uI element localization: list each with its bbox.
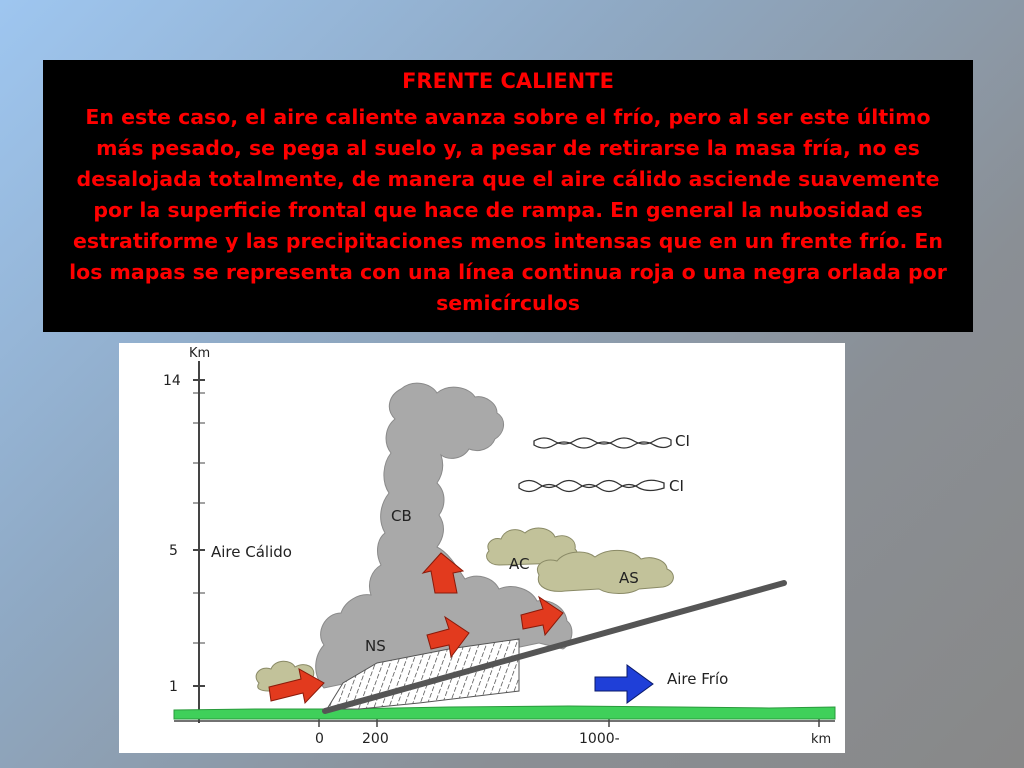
slide-title: FRENTE CALIENTE (402, 69, 614, 93)
as-label: AS (619, 569, 639, 587)
cb-label: CB (391, 507, 412, 525)
warm-air-label: Aire Cálido (211, 543, 292, 561)
y-axis-unit: Km (189, 346, 211, 361)
ci-lower-label: CI (669, 477, 684, 495)
x-tick-label-200: 200 (362, 731, 389, 747)
ci-upper-label: CI (675, 432, 690, 450)
diagram-svg (119, 343, 845, 753)
y-tick-label-5: 5 (169, 543, 178, 559)
ground-strip (174, 706, 835, 719)
cold-air-arrow (595, 665, 653, 703)
ac-label: AC (509, 555, 530, 573)
slide-body: En este caso, el aire caliente avanza sobre el frío, pero al ser este último más pesado, se pega al suelo y, a pesar de retirarse la masa fría, no es desalojada totalmente, de manera que el aire cálido asciende suavemente por la superficie frontal que hace de rampa. En general la nubosidad es estratiforme y las precipitaciones menos intensas que en un frente frío. En los mapas se representa con una línea continua roja o una negra orlada por semicírculos (69, 105, 947, 315)
x-axis-unit: km (811, 732, 832, 747)
x-tick-label-0: 0 (315, 731, 324, 747)
cirrus-upper (534, 438, 671, 448)
x-tick-label-1000: 1000- (579, 731, 620, 747)
cirrus-lower (519, 480, 664, 491)
warm-front-diagram (119, 343, 845, 753)
y-tick-label-14: 14 (163, 373, 181, 389)
y-tick-label-1: 1 (169, 679, 178, 695)
text-panel (43, 60, 973, 332)
ns-label: NS (365, 637, 386, 655)
cold-air-label: Aire Frío (667, 670, 729, 688)
